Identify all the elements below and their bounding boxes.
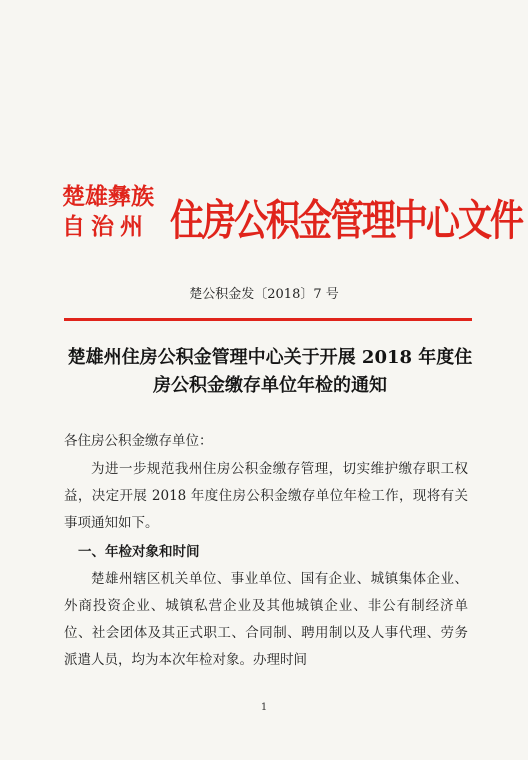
- header-issuer-block: [62, 182, 166, 242]
- red-header: [62, 180, 522, 260]
- section-heading-1: 一、年检对象和时间: [78, 544, 200, 560]
- page-number: 1: [260, 702, 268, 713]
- red-divider-line: [64, 318, 472, 321]
- document-number: 楚公积金发〔2018〕7 号: [189, 287, 339, 302]
- header-document-type: 住房公积金管理中心文件: [170, 196, 522, 246]
- salutation: 各住房公积金缴存单位：: [64, 433, 213, 449]
- section1-paragraph: 楚雄州辖区机关单位、事业单位、国有企业、城镇集体企业、外商投资企业、城镇私营企业及其他城镇企业、非公有制经济单位、社会团体及其正式职工、合同制、聘用制以及人事代理、劳务派遣人员，均为本次年检对象。办理时间: [64, 571, 468, 668]
- header-issuer-line2: 自治州: [62, 214, 149, 240]
- notice-title: 楚雄州住房公积金管理中心关于开展 2018 年度住房公积金缴存单位年检的通知: [67, 347, 473, 396]
- intro-paragraph: 为进一步规范我州住房公积金缴存管理，切实维护缴存职工权益，决定开展 2018 年度住房公积金缴存单位年检工作，现将有关事项通知如下。: [64, 461, 468, 531]
- header-issuer-line1: 楚雄彝族: [62, 184, 154, 210]
